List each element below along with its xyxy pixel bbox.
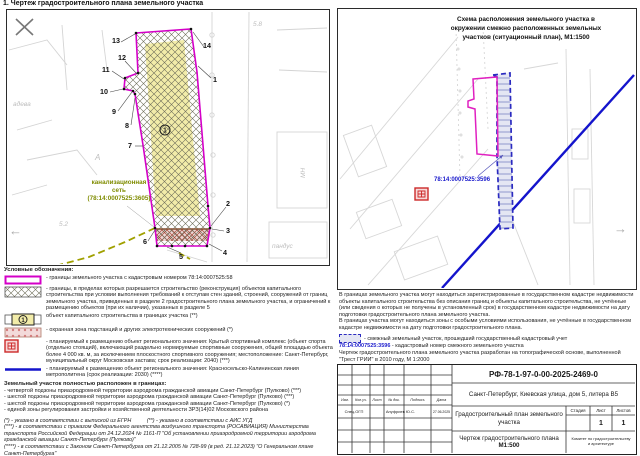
sheet-value: 1 [599,419,603,427]
sewer-line [59,228,155,264]
legend-item-text: - охранная зона подстанций и других электротехнических сооружений (*) [46,326,233,333]
capital-object-icon [4,313,46,326]
svg-text:1: 1 [21,317,25,324]
svg-text:11: 11 [102,65,110,74]
legend-item-text: объект капитального строительства в границах участка (**) [46,312,198,319]
legend-item-text: - границы земельного участка с кадастровым номером 78:14:0007525:58 [46,274,233,281]
legend-block [4,267,333,456]
note-paragraph: В границах участка могут находиться зоны с особыми условиями использования, не учтённые в государственном кадастре недвижимости на дату подготовки градостроительного плана. [339,318,632,331]
boundary-line: - единой зоны регулирования застройки и хозяйственной деятельности ЗРЗ(14)02 Московского района [4,407,268,414]
right-notes-block [339,292,637,363]
adjacent-cadnum-label: 78:14:0007525:3596 [434,177,491,183]
svg-text:14: 14 [203,41,211,50]
sheets-value: 1 [621,419,626,427]
sewer-leader-line [127,206,154,227]
adjacent-parcel-legend [339,334,637,343]
cadnum-legend [339,343,637,350]
right-basemap-lines [340,27,594,285]
footnote-ais: (**) - указано в соответствии с АИС УГД [146,417,253,424]
x-mark-icon [16,19,33,35]
situation-map-title [451,16,602,41]
sig-name: Ануфриев Ю.С. [385,409,416,414]
title-block [337,364,637,455]
left-map-drawing [7,10,328,264]
boundaries-block [4,381,333,414]
svg-text:5.2: 5.2 [59,221,69,228]
svg-text:1: 1 [163,127,167,135]
doc-number: РФ-78-1-97-0-00-2025-2469-0 [488,369,598,379]
svg-text:13: 13 [112,36,120,45]
svg-text:пандус: пандус [272,243,293,250]
left-panel-title: 1. Чертеж градостроительного плана земельного участка [3,0,204,7]
west-arrow-icon: ← [9,223,22,238]
sig-header-ndok: № док. [388,398,400,402]
svg-text:участков (ситуационный план),: участков (ситуационный план), М1:1500 [462,34,590,41]
sheet-scale: М1:500 [498,442,520,449]
sheets-header: Листов [616,408,631,413]
footnote-genplan: (****) - в соответствии с Законом Санкт-Петербурга от 21.12.2005 № 728-99 (в ред. 21.12.2023) "О Генеральном плане Санкт-Петербурга" [4,443,314,456]
svg-text:адева: адева [13,101,31,108]
situation-map-drawing [338,9,635,288]
sheet-title-cell [454,431,564,453]
stage-header: Стадия [570,408,586,413]
planned-object-icon [415,188,428,200]
svg-text:6: 6 [143,237,147,246]
sig-date: 27.06.2025 [433,409,450,414]
stage-value [566,415,590,431]
adjacent-parcel-icon [339,334,361,343]
svg-text:7: 7 [128,141,132,150]
boundaries-heading: Земельный участок полностью расположен в границах: [4,380,167,387]
svg-text:Схема расположения земельного: Схема расположения земельного участка в [457,16,595,23]
buildable-area-icon [4,286,46,298]
metro-line-icon [4,366,46,373]
svg-text:1: 1 [213,75,217,84]
footnote-egrn: (*) - указано в соответствии с выпиской из ЕГРН [4,417,132,424]
cadnum-value: 78:14:0007525:3596 [339,342,391,349]
legend-item-text: - планируемый к размещению объект регионального значения: Крытый спортивный комплекс (объект спорта (отдельно стоящий), включающий раздельно нормируемые спортивные сооружения, общей площадью объекта более 4 000 кв. м, за исключением плоскостного спортивного сооружения; местоположение: Санкт-Петербург, муниципальный округ Московская застава; срок реализации: 2040) (***) [46,338,333,364]
svg-text:А: А [95,153,101,162]
svg-text:2: 2 [226,199,230,208]
svg-text:5.8: 5.8 [253,21,263,28]
adjacent-parcel [493,73,513,229]
svg-text:5: 5 [179,252,183,261]
svg-text:4: 4 [223,248,227,257]
legend-item [4,275,333,285]
sig-header-koluch: Кол.уч. [355,398,367,402]
adjacent-parcel-text: - смежный земельный участок, прошедший государственный кадастровый учет [364,335,568,342]
legend-item [4,366,333,379]
footnotes-block [4,418,333,456]
legend-item [4,313,333,326]
sig-header-podpis: Подпись [410,398,425,402]
svg-text:10: 10 [100,87,108,96]
svg-text:окружении смежно расположенных: окружении смежно расположенных земельных [450,25,602,32]
boundary-line: - шестой подзоны приаэродромной территории аэродрома гражданской авиации Санкт-Петербург (Пулково) (***) [4,394,295,401]
note-paragraph: В границах земельного участка могут находиться зарегистрированные в государственном кадастре недвижимости объекты капитального строительства без описания границ и объекты капитального строительства, не учтённые (или сведения о которых не получены в установленный срок) в государственном кадастре недвижимости на дату подготовки градостроительного плана земельного участка. [339,292,634,318]
legend-item [4,339,333,365]
sheet-header: Лист [596,408,606,413]
organization-cell: Комитет по градостроительству и архитектуре [571,436,631,446]
left-map-frame [6,9,330,266]
sheet-title: Чертеж градостроительного плана [459,435,559,442]
sewer-label [87,179,150,202]
svg-text:3: 3 [226,226,230,235]
svg-text:канализационная: канализационная [91,179,147,186]
east-arrow-icon: → [614,221,627,236]
svg-text:8: 8 [125,121,129,130]
legend-item [4,286,333,312]
protection-zone-icon [4,327,46,338]
sig-header-list: Лист [372,398,382,402]
svg-text:(78:14:0007525:3605): (78:14:0007525:3605) [87,195,151,202]
legend-item-text: - границы, в пределах которых разрешается строительство (реконструкция) объектов капитального строительства при условии выполнения требований к отступам стен зданий, строений, сооружений от границ земельного участка, приведенных в разделе 2 градостроительного плана земельного участка, и ограничений к размещению объектов (при их наличии), указанных в разделе 5 [46,285,331,311]
svg-text:12: 12 [118,53,126,62]
plot-address: Санкт-Петербург, Киевская улица, дом 5, литера В5 [468,391,619,398]
sig-header-izm: Изм. [341,398,349,402]
cadnum-text: - кадастровый номер смежного земельного участка [391,342,524,349]
note-paragraph: Чертеж градостроительного плана земельного участка разработан на топографической основе, выполненной "Трест ГРИИ" в 2010 году, М 1:2000 [339,350,621,363]
svg-text:сеть: сеть [112,187,126,194]
plot-boundary-icon [4,275,46,285]
sig-role: Спец.ОГП [344,409,364,414]
footnote-rosaviation: (***) - в соответствии с приказом Федерального агентства воздушного транспорта (РОСАВИАЦИЯ) Министерства транспорта Российской Федерации от 24.12.2024 № 1161-П "Об установлении приаэродромной территории аэродрома гражданской авиации Санкт-Петербург (Пулково)" [4,424,316,444]
legend-heading: Условные обозначения: [4,267,74,273]
boundary-line: - шестой подзоны приаэродромной территории аэродрома гражданской авиации Санкт-Петербург (Пулково) (*) [4,400,290,407]
svg-text:9: 9 [112,107,116,116]
land-plot [123,28,212,248]
planned-object-icon [4,339,46,353]
doc-title: Градостроительный план земельного участка [455,411,563,426]
subject-plot-outline [468,77,498,156]
boundary-line: - четвертой подзоны приаэродромной территории аэродрома гражданской авиации Санкт-Петербург (Пулково) (***) [4,387,302,394]
right-map-frame [337,8,637,290]
legend-item [4,327,333,338]
svg-text:МН: МН [300,167,307,178]
sig-header-data: Дата [436,398,447,402]
legend-item-text: - планируемый к размещению объект регионального значения: Красносельско-Калининская линия метрополитена (срок реализации: 2030) (****) [46,365,299,378]
